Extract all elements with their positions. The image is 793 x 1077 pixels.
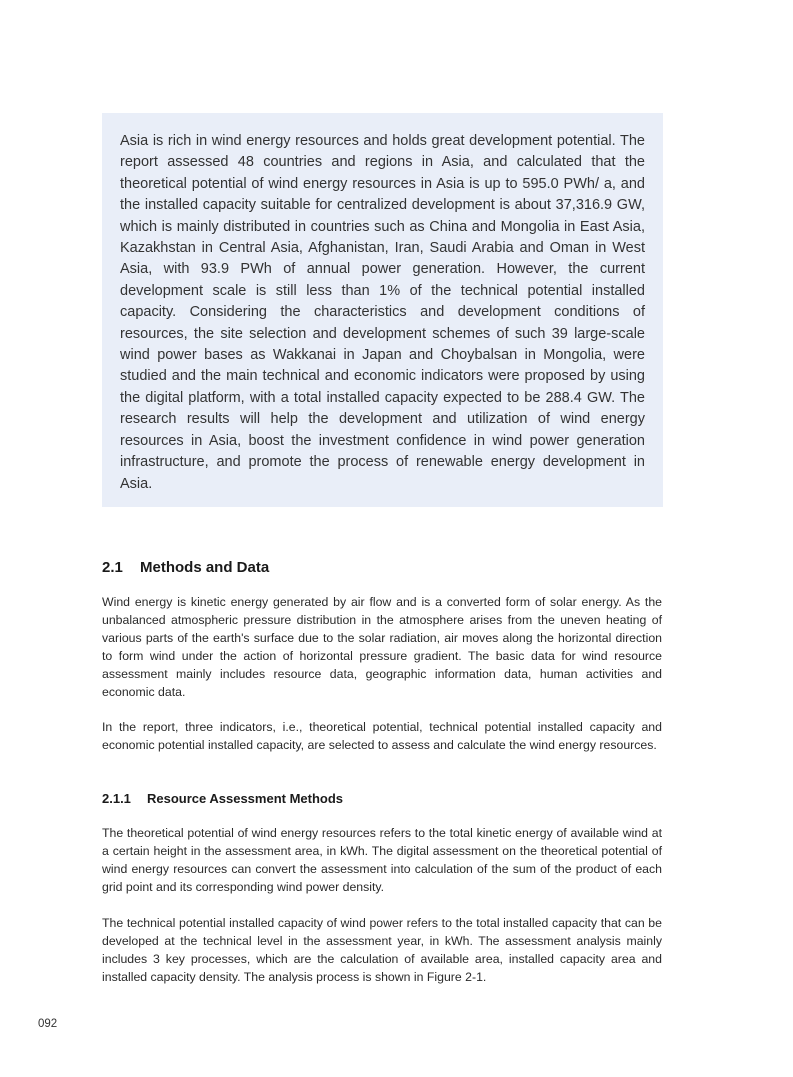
section-heading <box>102 559 269 576</box>
subsection-paragraph-1: The theoretical potential of wind energy resources refers to the total kinetic energy of available wind at a certain height in the assessment area, in kWh. The digital assessment on the theoretical potential of wind energy resources can convert the assessment into calculation of the sum of the product of each grid point and its corresponding wind power density. <box>102 826 662 894</box>
section-paragraph-1: Wind energy is kinetic energy generated by air flow and is a converted form of solar energy. As the unbalanced atmospheric pressure distribution in the atmosphere arises from the uneven heating of various parts of the earth's surface due to the solar radiation, air moves along the horizontal direction to form wind under the action of horizontal pressure gradient. The basic data for wind resource assessment mainly includes resource data, geographic information data, human activities and economic data. <box>102 595 662 699</box>
summary-text: Asia is rich in wind energy resources and holds great development potential. The report assessed 48 countries and regions in Asia, and calculated that the theoretical potential of wind energy resources in Asia is up to 595.0 PWh/ a, and the installed capacity suitable for centralized development is about 37,316.9 GW, which is mainly distributed in countries such as China and Mongolia in East Asia, Kazakhstan in Central Asia, Afghanistan, Iran, Saudi Arabia and Oman in West Asia, with 93.9 PWh of annual power generation. However, the current development scale is still less than 1% of the technical potential installed capacity. Considering the characteristics and development conditions of resources, the site selection and development schemes of such 39 large-scale wind power bases as Wakkanai in Japan and Choybalsan in Mongolia, were studied and the main technical and economic indicators were proposed by using the digital platform, with a total installed capacity expected to be 288.4 GW. The research results will help the development and utilization of wind energy resources in Asia, boost the investment confidence in wind power generation infrastructure, and promote the process of renewable energy development in Asia. <box>120 133 645 492</box>
section-number: 2.1 <box>102 559 123 576</box>
section-title: Methods and Data <box>140 559 270 576</box>
page-number: 092 <box>38 1018 58 1030</box>
subsection-paragraph-2: The technical potential installed capacity of wind power refers to the total installed capacity that can be developed at the technical level in the assessment year, in kWh. The assessment analysis mainly includes 3 key processes, which are the calculation of available area, installed capacity area and installed capacity density. The analysis process is shown in Figure 2-1. <box>102 916 662 984</box>
section-paragraph-2: In the report, three indicators, i.e., theoretical potential, technical potential installed capacity and economic potential installed capacity, are selected to assess and calculate the wind energy resources. <box>102 720 662 752</box>
subsection-title: Resource Assessment Methods <box>147 791 344 806</box>
summary-box <box>102 113 663 507</box>
subsection-heading <box>102 791 343 806</box>
subsection-number: 2.1.1 <box>102 791 131 806</box>
